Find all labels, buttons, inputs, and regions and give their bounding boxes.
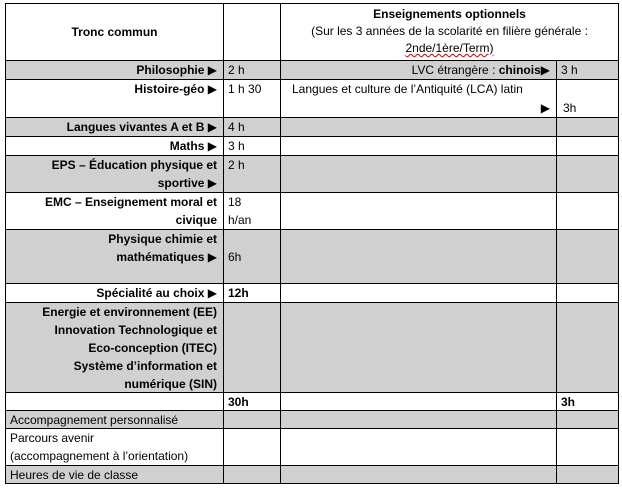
empty-cell [280,155,556,192]
spec-ee: Energie et environnement (EE) [42,305,217,319]
header-tronc-commun-cell [5,3,223,60]
vie-de-classe-label: Heures de vie de classe [5,465,223,484]
histoire-geo-label: Histoire-géo ▶ [5,79,223,117]
table-header-row [5,3,619,60]
empty-cell [223,410,280,428]
accompagnement-label: Accompagnement personnalisé [5,410,223,428]
row-specialite [5,283,619,302]
lca-latin-hours-cell [556,79,619,117]
parcours-avenir-line1: Parcours avenir [10,431,95,445]
total-hours: 30h [223,392,280,410]
empty-cell [280,465,556,484]
empty-cell [280,410,556,428]
eps-label-cell [5,155,223,192]
maths-label: Maths ▶ [5,136,223,155]
parcours-avenir-line2: (accompagnement à l’orientation) [10,449,189,463]
lvc-language: chinois [498,63,541,77]
philosophie-hours: 2 h [223,60,280,79]
row-philosophie [5,60,619,79]
empty-cell [223,428,280,465]
spec-itec-line1: Innovation Technologique et [54,323,217,337]
empty-cell [556,465,619,484]
philosophie-label: Philosophie ▶ [5,60,223,79]
emc-hours-cell [223,192,280,229]
row-specialites-list [5,302,619,392]
empty-cell [5,392,223,410]
specialite-hours: 12h [223,283,280,302]
lca-latin-hours: 3h [563,101,577,115]
eps-label-line2: sportive ▶ [157,176,217,190]
row-emc [5,192,619,229]
langues-vivantes-label: Langues vivantes A et B ▶ [5,117,223,136]
header-options-title: Enseignements optionnels [373,7,526,21]
row-maths [5,136,619,155]
specialites-list-cell [5,302,223,392]
empty-cell [556,302,619,392]
empty-cell [280,136,556,155]
empty-cell [223,465,280,484]
langues-vivantes-hours: 4 h [223,117,280,136]
parcours-avenir-cell [5,428,223,465]
physique-hours: 6h [228,249,242,264]
maths-hours: 3 h [223,136,280,155]
empty-cell [556,192,619,229]
header-options-cell [280,3,619,60]
empty-cell [556,136,619,155]
empty-cell [556,117,619,136]
lvc-chinois-hours: 3 h [556,60,619,79]
lvc-arrow: ▶ [540,63,550,77]
emc-hours-line2: h/an [228,213,252,227]
header-tronc-commun: Tronc commun [71,25,158,39]
empty-cell [280,229,556,283]
empty-cell [556,410,619,428]
curriculum-table [5,3,619,484]
row-totals [5,392,619,410]
empty-cell [280,392,556,410]
eps-hours: 2 h [223,155,280,192]
row-eps [5,155,619,192]
header-options-subtitle-1: (Sur les 3 années de la scolarité en filière générale : [311,24,588,38]
eps-label-line1: EPS – Éducation physique et [51,158,217,172]
header-options-subtitle-2: 2nde/1ère/Term) [405,41,494,55]
row-parcours-avenir [5,428,619,465]
spec-sin-line2: numérique (SIN) [124,377,217,391]
emc-label-cell [5,192,223,229]
empty-cell [556,229,619,283]
row-physique-chimie [5,229,619,283]
physique-label-cell [5,229,223,283]
histoire-geo-hours: 1 h 30 [223,79,280,117]
header-empty-cell [223,3,280,60]
physique-label-line2: mathématiques ▶ [116,250,217,264]
empty-cell [223,302,280,392]
empty-cell [280,428,556,465]
row-accompagnement [5,410,619,428]
empty-cell [556,283,619,302]
lca-latin-label: Langues et culture de l’Antiquité (LCA) latin [292,82,523,96]
emc-label-line2: civique [175,213,217,227]
spec-itec-line2: Eco-conception (ITEC) [88,341,217,355]
emc-label-line1: EMC – Enseignement moral et [44,195,217,209]
spec-sin-line1: Système d’information et [73,359,217,373]
row-langues-vivantes [5,117,619,136]
empty-cell [556,428,619,465]
row-histoire-geo [5,79,619,117]
empty-cell [280,117,556,136]
empty-cell [280,302,556,392]
lvc-chinois-label [280,60,556,79]
emc-hours-line1: 18 [228,195,242,209]
empty-cell [280,283,556,302]
specialite-label: Spécialité au choix ▶ [5,283,223,302]
lca-latin-cell [280,79,556,117]
total-options-hours: 3h [556,392,619,410]
lca-latin-arrow: ▶ [540,101,550,115]
empty-cell [280,192,556,229]
physique-label-line1: Physique chimie et [108,232,217,246]
row-vie-de-classe [5,465,619,484]
physique-hours-cell [223,229,280,283]
empty-cell [556,155,619,192]
lvc-prefix: LVC étrangère : [411,63,499,77]
